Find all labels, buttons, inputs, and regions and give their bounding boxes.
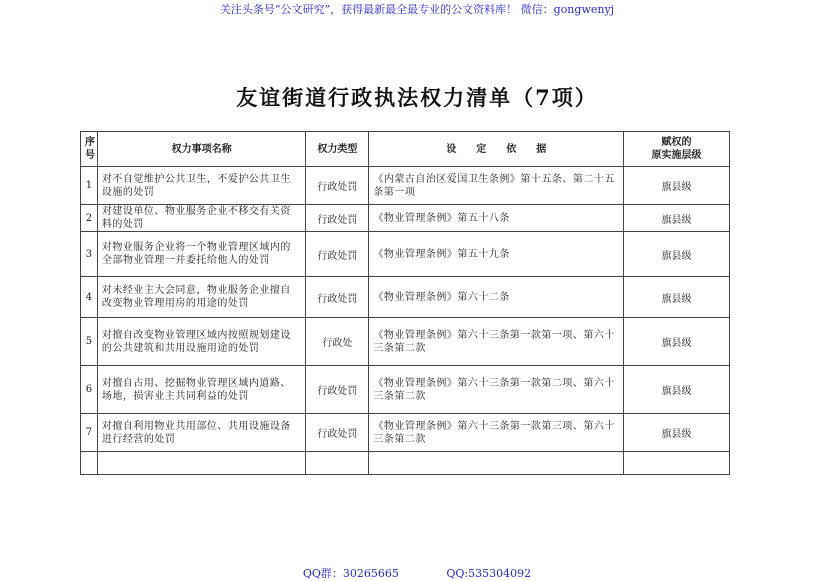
row-level: 旗县级 — [624, 167, 730, 205]
table-row-blank — [81, 452, 730, 475]
blank-cell — [306, 452, 369, 475]
header-level-line1: 赋权的 — [661, 137, 692, 148]
row-name: 对物业服务企业将一个物业管理区域内的全部物业管理一并委托给他人的处罚 — [97, 232, 305, 277]
table-row — [81, 277, 730, 318]
row-name: 对擅自利用物业共用部位、共用设施设备进行经营的处罚 — [97, 414, 305, 452]
header-level — [624, 132, 730, 167]
row-level: 旗县级 — [624, 232, 730, 277]
header-level-line2: 原实施层级 — [651, 150, 702, 161]
table-row — [81, 232, 730, 277]
row-name: 对建设单位、物业服务企业不移交有关资料的处罚 — [97, 205, 305, 232]
blank-cell — [369, 452, 624, 475]
row-basis: 《物业管理条例》第六十三条第一款第三项、第六十 三条第二款 — [369, 414, 624, 452]
row-no: 2 — [81, 205, 98, 232]
qq-text: QQ:535304092 — [446, 567, 532, 580]
row-no: 5 — [81, 318, 98, 366]
table-row — [81, 366, 730, 414]
row-type: 行政处罚 — [306, 366, 369, 414]
row-basis: 《物业管理条例》第六十三条第一款第二项、第六十 三条第二款 — [369, 366, 624, 414]
promo-banner: 关注头条号“公文研究”，获得最新最全最专业的公文资料库！ 微信：gongwenyj — [219, 3, 615, 16]
row-type: 行政处罚 — [306, 205, 369, 232]
header-name: 权力事项名称 — [97, 132, 305, 167]
row-name: 对擅自改变物业管理区域内按照规划建设的公共建筑和共用设施用途的处罚 — [97, 318, 305, 366]
table-row — [81, 318, 730, 366]
row-level: 旗县级 — [624, 414, 730, 452]
row-level: 旗县级 — [624, 277, 730, 318]
blank-cell — [81, 452, 98, 475]
table-header-row — [81, 132, 730, 167]
row-type: 行政处罚 — [306, 277, 369, 318]
header-no: 序号 — [81, 132, 98, 167]
row-no: 3 — [81, 232, 98, 277]
table-row — [81, 205, 730, 232]
row-type: 行政处罚 — [306, 232, 369, 277]
blank-cell — [624, 452, 730, 475]
table-row — [81, 414, 730, 452]
row-type: 行政处 — [306, 318, 369, 366]
row-no: 6 — [81, 366, 98, 414]
row-type: 行政处罚 — [306, 167, 369, 205]
qq-group-text: QQ群：30265665 — [302, 567, 399, 580]
contact-footer — [0, 565, 834, 581]
header-basis: 设 定 依 据 — [369, 132, 624, 167]
row-name: 对不自觉维护公共卫生，不爱护公共卫生设施的处罚 — [97, 167, 305, 205]
row-basis: 《物业管理条例》第六十三条第一款第一项、第六十 三条第二款 — [369, 318, 624, 366]
power-list-table — [80, 131, 730, 475]
row-level: 旗县级 — [624, 366, 730, 414]
document-title: 友谊街道行政执法权力清单（7项） — [236, 85, 598, 110]
row-type: 行政处罚 — [306, 414, 369, 452]
row-basis: 《内蒙古自治区爱国卫生条例》第十五条、第二十五 条第一项 — [369, 167, 624, 205]
row-level: 旗县级 — [624, 318, 730, 366]
row-basis: 《物业管理条例》第五十九条 — [369, 232, 624, 277]
row-name: 对未经业主大会同意，物业服务企业擅自改变物业管理用房的用途的处罚 — [97, 277, 305, 318]
row-no: 1 — [81, 167, 98, 205]
header-type: 权力类型 — [306, 132, 369, 167]
row-name: 对擅自占用、挖掘物业管理区域内道路、场地，损害业主共同利益的处罚 — [97, 366, 305, 414]
row-no: 7 — [81, 414, 98, 452]
row-basis: 《物业管理条例》第六十二条 — [369, 277, 624, 318]
blank-cell — [97, 452, 305, 475]
table-row — [81, 167, 730, 205]
row-basis: 《物业管理条例》第五十八条 — [369, 205, 624, 232]
row-level: 旗县级 — [624, 205, 730, 232]
row-no: 4 — [81, 277, 98, 318]
